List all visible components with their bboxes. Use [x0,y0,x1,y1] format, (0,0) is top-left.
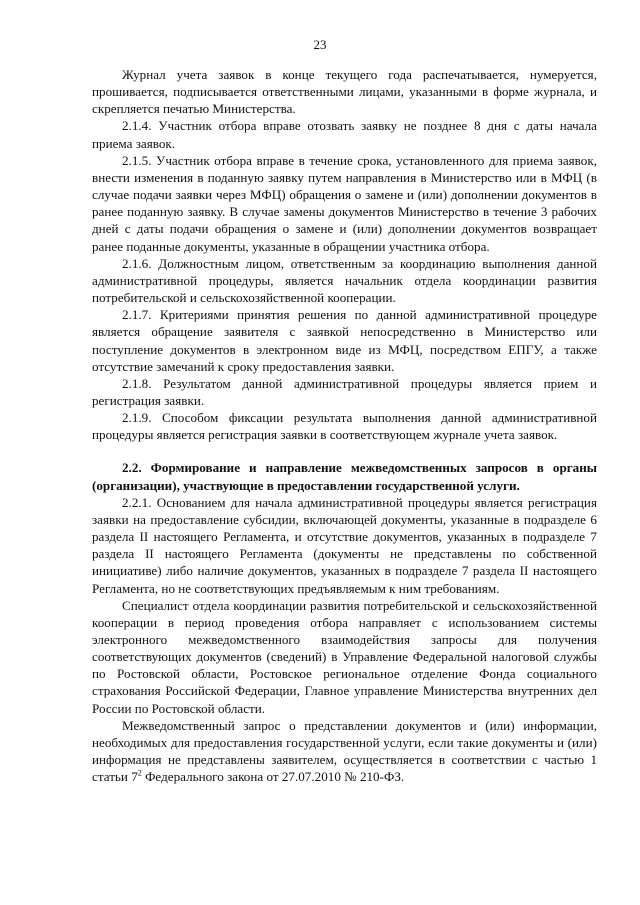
article-superscript: 2 [137,768,142,778]
section-heading-2-2: 2.2. Формирование и направление межведомственных запросов в органы (организации), участвующие в предоставлении государственной услуги. [92,460,597,493]
paragraph-2-1-9: 2.1.9. Способом фиксации результата выполнения данной административной процедуры является регистрация заявки в соответствующем журнале учета заявок. [92,410,597,443]
paragraph-2-1-4: 2.1.4. Участник отбора вправе отозвать заявку не позднее 8 дня с даты начала приема заявок. [92,118,597,151]
paragraph-2-1-8: 2.1.8. Результатом данной административной процедуры является прием и регистрация заявки. [92,375,597,408]
paragraph-2-1-5: 2.1.5. Участник отбора вправе в течение срока, установленного для приема заявок, внести изменения в поданную заявку путем направления в Министерство или в МФЦ (в случае подачи заявки через МФЦ) обращения о замене и (или) дополнении документов в ранее поданную заявку. В случае замены документов Министерство в течение 3 рабочих дней с даты подачи обращения о замене и (или) дополнении документов возвращает ранее поданные документы, указанные в обращении участника отбора. [92,152,597,254]
paragraph-interagency-text: Межведомственный запрос о представлении документов и (или) информации, необходимых для предоставления государственной услуги, если такие документы и (или) информация не представлены заявителем, осуществляется в соответствии с частью 1 статьи 7 [92,717,597,785]
document-body [92,66,597,785]
paragraph-journal: Журнал учета заявок в конце текущего года распечатывается, нумеруется, прошивается, подписывается ответственными лицами, указанными в форме журнала, и скрепляется печатью Министерства. [92,67,597,117]
paragraph-2-2-1: 2.2.1. Основанием для начала административной процедуры является регистрация заявки на предоставление субсидии, включающей документы, указанные в подразделе 6 раздела II настоящего Регламента, и отсутствие документов, указанных в подразделе 7 раздела II настоящего Регламента (документы не представлены по собственной инициативе) либо наличие документов, указанных в подразделе 7 раздела II настоящего Регламента, но не соответствующих предъявляемым к ним требованиям. [92,494,597,596]
paragraph-2-1-7: 2.1.7. Критериями принятия решения по данной административной процедуре является обращение заявителя с заявкой непосредственно в Министерство или поступление документов в электронном виде из МФЦ, посредством ЕПГУ, а также отсутствие замечаний к сроку предоставления заявки. [92,307,597,374]
paragraph-2-1-6: 2.1.6. Должностным лицом, ответственным за координацию выполнения данной административной процедуры, является начальник отдела координации развития потребительской и сельскохозяйственной кооперации. [92,255,597,306]
section-gap [92,443,597,459]
paragraph-specialist: Специалист отдела координации развития потребительской и сельскохозяйственной кооперации в период проведения отбора направляет с использованием системы электронного межведомственного взаимодействия запросы для получения соответствующих документов (сведений) в Управление Федеральной налоговой службы по Ростовской области, Ростовское региональное отделение Фонда социального страхования Российской Федерации, Главное управление Министерства внутренних дел России по Ростовской области. [92,597,597,716]
paragraph-interagency-law: Федерального закона от 27.07.2010 № 210-ФЗ. [141,769,405,785]
paragraph-interagency-request [92,717,597,786]
page-number: 23 [313,37,327,52]
